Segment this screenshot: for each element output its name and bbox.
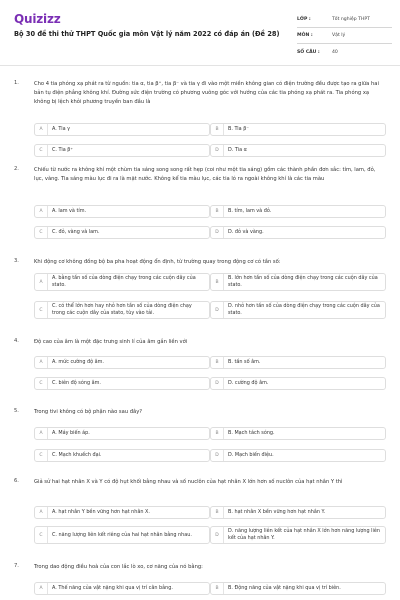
option-c[interactable] (34, 144, 210, 157)
option-letter: C (35, 527, 48, 543)
question-4 (14, 338, 386, 398)
worksheet-title: Bộ 30 đề thi thử THPT Quốc gia môn Vật lý năm 2022 có đáp án (Đề 28) (14, 30, 280, 38)
option-a[interactable] (34, 427, 210, 440)
option-d[interactable] (210, 526, 386, 544)
question-5 (14, 408, 386, 468)
option-a[interactable] (34, 356, 210, 369)
question-1 (14, 80, 386, 164)
option-letter: B (211, 507, 224, 518)
meta-label: MÔN : (297, 33, 313, 38)
option-text: D. nhỏ hơn tần số của dòng điện chạy trong các cuộn dây của stato. (228, 303, 380, 316)
option-d[interactable] (210, 301, 386, 319)
option-b[interactable] (210, 273, 386, 291)
option-c[interactable] (34, 449, 210, 462)
option-text: B. Mạch tách sóng. (228, 430, 275, 436)
option-d[interactable] (210, 144, 386, 157)
meta-row-subject (297, 28, 392, 44)
option-d[interactable] (210, 449, 386, 462)
question-6 (14, 478, 386, 552)
option-text: B. lớn hơn tần số của dòng điện chạy trong các cuộn dây của stato. (228, 275, 378, 288)
option-letter: A (35, 274, 48, 290)
question-text: Trong tivi không có bộ phận nào sau đây? (34, 409, 143, 415)
option-c[interactable] (34, 526, 210, 544)
question-2 (14, 166, 386, 246)
question-number: 7. (14, 563, 19, 569)
option-letter: D (211, 145, 224, 156)
option-text: A. lam và tím. (52, 208, 87, 214)
option-letter: B (211, 428, 224, 439)
option-text: B. Động năng của vật nặng khi qua vị trí biên. (228, 585, 341, 591)
option-letter: C (35, 378, 48, 389)
question-number: 6. (14, 478, 19, 484)
option-c[interactable] (34, 301, 210, 319)
option-text: C. biên độ sóng âm. (52, 380, 101, 386)
question-text: Khi động cơ không đồng bộ ba pha hoạt động ổn định, từ trường quay trong động cơ có tần số: (34, 259, 281, 265)
option-text: C. Tia β⁺ (52, 147, 73, 153)
option-letter: B (211, 206, 224, 217)
question-7 (14, 563, 386, 600)
question-number: 1. (14, 80, 19, 86)
option-letter: A (35, 583, 48, 594)
option-letter: A (35, 206, 48, 217)
option-a[interactable] (34, 205, 210, 218)
question-number: 5. (14, 408, 19, 414)
question-text: Trong dao động điều hoà của con lắc lò xo, cơ năng của nó bằng: (34, 564, 203, 570)
option-text: A. Máy biến áp. (52, 430, 90, 436)
option-letter: C (35, 450, 48, 461)
option-letter: C (35, 145, 48, 156)
option-letter: C (35, 227, 48, 238)
question-number: 3. (14, 258, 19, 264)
option-text: C. có thể lớn hơn hay nhỏ hơn tần số của dòng điện chạy trong các cuộn dây của stato, tùy vào tải. (52, 303, 192, 316)
option-b[interactable] (210, 356, 386, 369)
option-letter: B (211, 583, 224, 594)
option-a[interactable] (34, 123, 210, 136)
option-text: D. năng lượng liên kết của hạt nhân X lớn hơn năng lượng liên kết của hạt nhân Y. (228, 528, 380, 541)
option-text: C. Mạch khuếch đại. (52, 452, 102, 458)
option-text: D. đỏ và vàng. (228, 229, 264, 235)
option-letter: A (35, 357, 48, 368)
question-number: 4. (14, 338, 19, 344)
quizizz-logo: Quizizz (14, 12, 61, 26)
option-a[interactable] (34, 273, 210, 291)
option-text: A. hạt nhân Y bền vững hơn hạt nhân X. (52, 509, 150, 515)
option-text: C. đỏ, vàng và lam. (52, 229, 100, 235)
header-divider (0, 65, 400, 66)
option-text: A. bằng tần số của dòng điện chạy trong các cuộn dây của stato. (52, 275, 196, 288)
option-text: B. Tia β⁻ (228, 126, 249, 132)
option-letter: D (211, 527, 224, 543)
worksheet-header (0, 0, 400, 66)
option-d[interactable] (210, 377, 386, 390)
question-text: Chiếu từ nước ra không khí một chùm tia sáng song song rất hẹp (coi như một tia sáng) gồm các thành phần đơn sắc: tím, lam, đỏ, lục, vàng. Tia sáng màu lục đi ra là mặt nước. Không kể tia màu lục, các tia ló ra ngoài không khí là các tia màu (34, 167, 376, 182)
option-text: A. Thế năng của vật nặng khi qua vị trí cân bằng. (52, 585, 173, 591)
option-text: A. mức cường độ âm. (52, 359, 104, 365)
meta-row-class (297, 12, 392, 28)
meta-value: Tốt nghiệp THPT (332, 17, 370, 22)
option-letter: B (211, 124, 224, 135)
option-letter: B (211, 357, 224, 368)
option-b[interactable] (210, 506, 386, 519)
option-text: D. cường độ âm. (228, 380, 269, 386)
option-text: C. năng lượng liên kết riêng của hai hạt nhân bằng nhau. (52, 531, 192, 538)
option-c[interactable] (34, 377, 210, 390)
question-text: Cho 4 tia phóng xạ phát ra từ nguồn: tia α, tia β⁺, tia β⁻ và tia γ đi vào một miền không gian có điện trường đều được tạo ra giữa hai bản tụ điện phẳng không khí. Đường sức điện trường có phương vuông góc với hướng của các tia phóng xạ phát ra. Tia phóng xạ không bị lệch khỏi phương truyền ban đầu là (34, 81, 379, 105)
option-b[interactable] (210, 582, 386, 595)
option-a[interactable] (34, 506, 210, 519)
option-letter: A (35, 124, 48, 135)
option-letter: A (35, 507, 48, 518)
option-text: B. tím, lam và đỏ. (228, 208, 272, 214)
option-letter: D (211, 302, 224, 318)
option-c[interactable] (34, 226, 210, 239)
option-a[interactable] (34, 582, 210, 595)
option-text: B. hạt nhân X bền vững hơn hạt nhân Y. (228, 509, 326, 515)
option-letter: D (211, 378, 224, 389)
meta-value: Vật lý (332, 33, 346, 38)
option-text: A. Tia γ (52, 126, 71, 132)
option-letter: D (211, 450, 224, 461)
option-text: D. Tia α (228, 147, 247, 153)
question-text: Giả sử hai hạt nhân X và Y có độ hụt khối bằng nhau và số nuclôn của hạt nhân X lớn hơn số nuclôn của hạt nhân Y thì (34, 479, 343, 485)
option-text: B. tần số âm. (228, 359, 261, 365)
meta-row-count (297, 44, 392, 60)
meta-value: 40 (332, 49, 338, 55)
option-b[interactable] (210, 205, 386, 218)
question-number: 2. (14, 166, 19, 172)
question-3 (14, 258, 386, 328)
meta-table (297, 12, 392, 60)
option-d[interactable] (210, 226, 386, 239)
option-b[interactable] (210, 427, 386, 440)
question-text: Độ cao của âm là một đặc trưng sinh lí của âm gắn liền với (34, 339, 188, 345)
option-letter: D (211, 227, 224, 238)
meta-label: LỚP : (297, 17, 311, 22)
meta-label: SỐ CÂU : (297, 49, 320, 55)
option-text: D. Mạch biến điệu. (228, 452, 274, 458)
option-b[interactable] (210, 123, 386, 136)
option-letter: A (35, 428, 48, 439)
option-letter: B (211, 274, 224, 290)
option-letter: C (35, 302, 48, 318)
